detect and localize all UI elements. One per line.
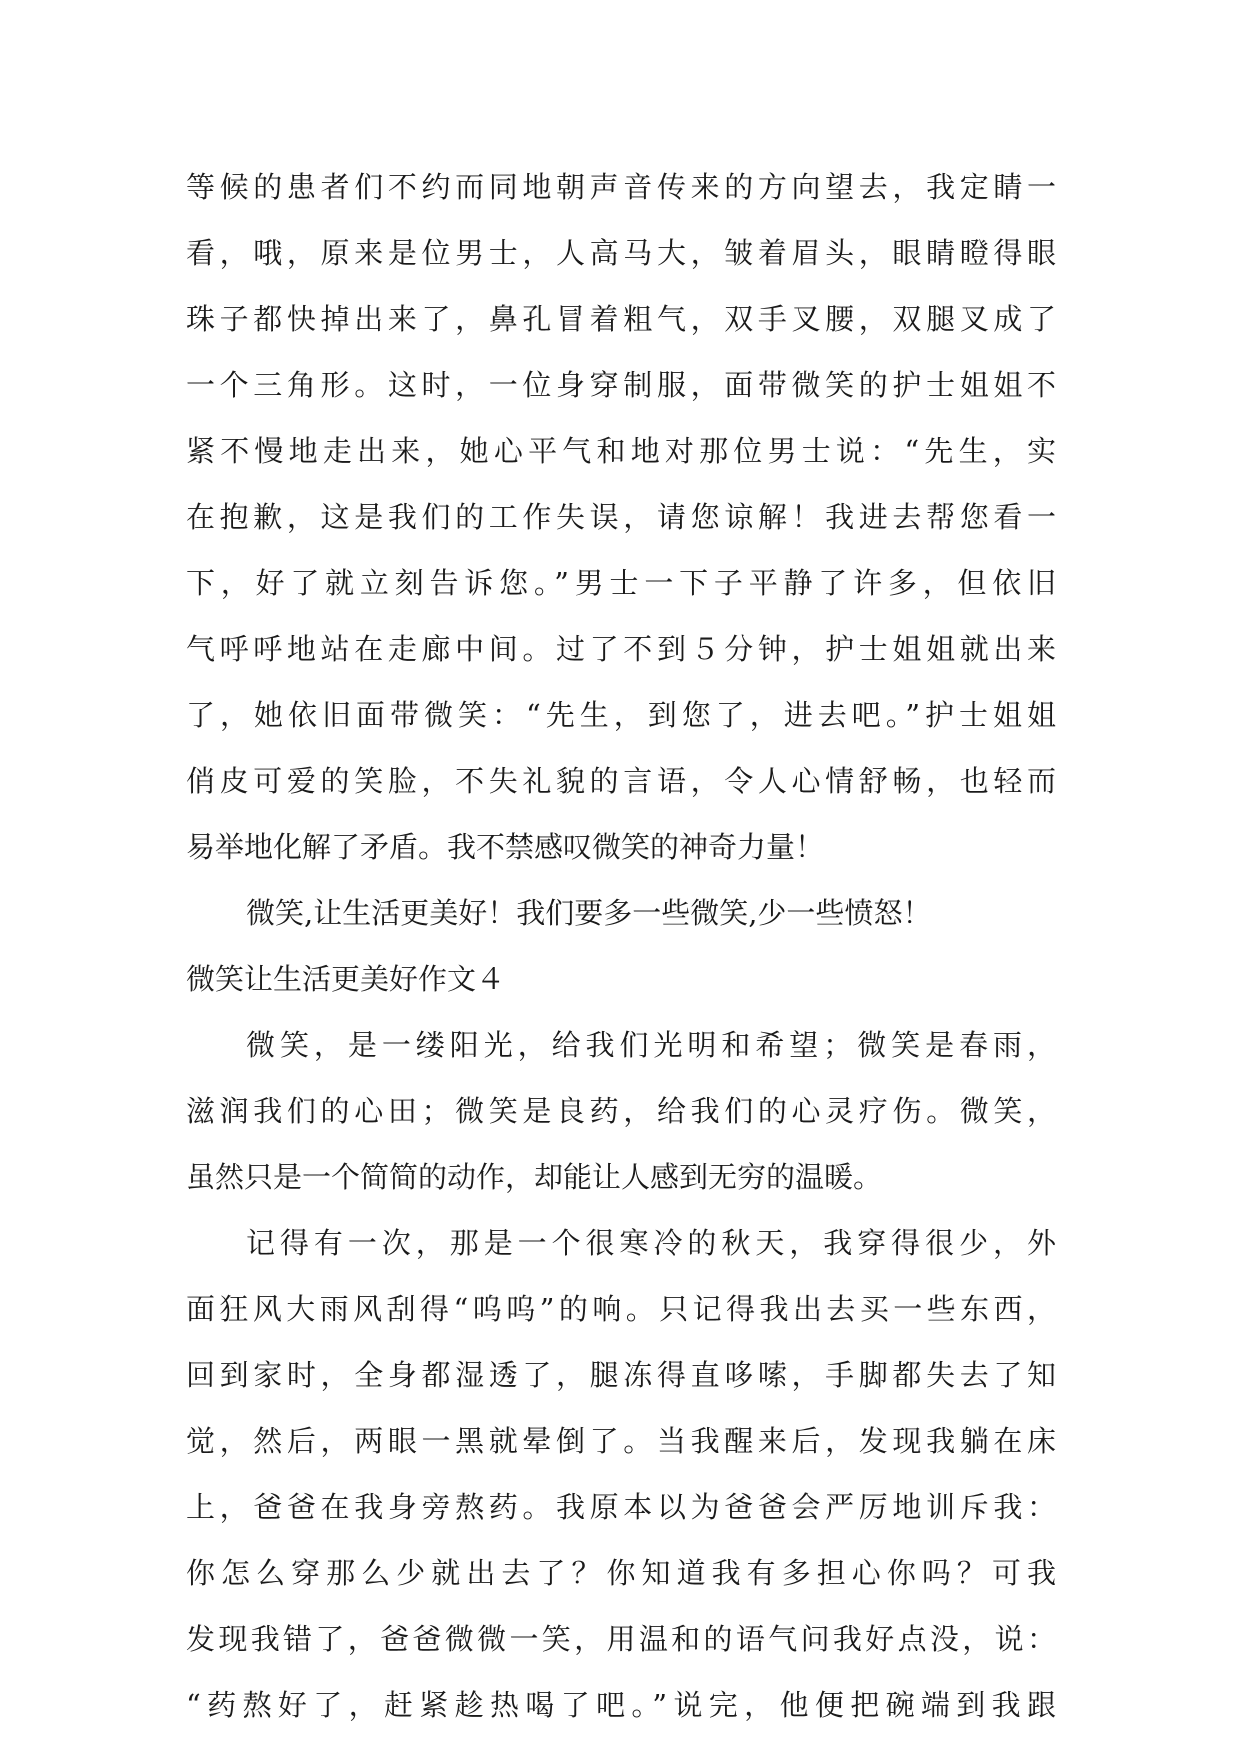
text-line: 看，哦，原来是位男士，人高马大，皱着眉头，眼睛瞪得眼 xyxy=(186,236,1056,270)
text-line: 你怎么穿那么少就出去了？你知道我有多担心你吗？可我 xyxy=(186,1556,1056,1590)
text-line: 虽然只是一个简简的动作，却能让人感到无穷的温暖。 xyxy=(186,1160,883,1194)
text-line: 面狂风大雨风刮得“呜呜”的响。只记得我出去买一些东西， xyxy=(186,1292,1056,1326)
text-line: 等候的患者们不约而同地朝声音传来的方向望去，我定睛一 xyxy=(186,170,1056,204)
text-line: 发现我错了，爸爸微微一笑，用温和的语气问我好点没，说： xyxy=(186,1622,1056,1656)
text-line: 珠子都快掉出来了，鼻孔冒着粗气，双手叉腰，双腿叉成了 xyxy=(186,302,1056,336)
text-line: 微笑,让生活更美好！我们要多一些微笑,少一些愤怒！ xyxy=(246,896,932,930)
text-line: 觉，然后，两眼一黑就晕倒了。当我醒来后，发现我躺在床 xyxy=(186,1424,1056,1458)
paragraph-smile-metaphor xyxy=(186,1012,1056,1210)
text-line: 回到家时，全身都湿透了，腿冻得直哆嗦，手脚都失去了知 xyxy=(186,1358,1056,1392)
text-line: 了，她依旧面带微笑：“先生，到您了，进去吧。”护士姐姐 xyxy=(186,698,1056,732)
text-line: 紧不慢地走出来，她心平气和地对那位男士说：“先生，实 xyxy=(186,434,1056,468)
text-line: 微笑，是一缕阳光，给我们光明和希望；微笑是春雨， xyxy=(246,1028,1056,1062)
text-line: 气呼呼地站在走廊中间。过了不到５分钟，护士姐姐就出来 xyxy=(186,632,1056,666)
text-line: 在抱歉，这是我们的工作失误，请您谅解！我进去帮您看一 xyxy=(186,500,1056,534)
text-line: 下，好了就立刻告诉您。”男士一下子平静了许多，但依旧 xyxy=(186,566,1056,600)
paragraph-story-father xyxy=(186,1210,1056,1738)
text-line: “药熬好了，赶紧趁热喝了吧。”说完，他便把碗端到我跟 xyxy=(186,1688,1056,1722)
text-line: 一个三角形。这时，一位身穿制服，面带微笑的护士姐姐不 xyxy=(186,368,1056,402)
paragraph-conclusion xyxy=(186,880,1056,946)
text-line: 易举地化解了矛盾。我不禁感叹微笑的神奇力量！ xyxy=(186,830,825,864)
document-body xyxy=(186,154,1056,1738)
text-line: 记得有一次，那是一个很寒冷的秋天，我穿得很少，外 xyxy=(246,1226,1056,1260)
essay-heading: 微笑让生活更美好作文４ xyxy=(186,962,506,996)
text-line: 滋润我们的心田；微笑是良药，给我们的心灵疗伤。微笑， xyxy=(186,1094,1056,1128)
text-line: 俏皮可爱的笑脸，不失礼貌的言语，令人心情舒畅，也轻而 xyxy=(186,764,1056,798)
text-line: 上，爸爸在我身旁熬药。我原本以为爸爸会严厉地训斥我： xyxy=(186,1490,1056,1524)
paragraph-story-nurse xyxy=(186,154,1056,880)
